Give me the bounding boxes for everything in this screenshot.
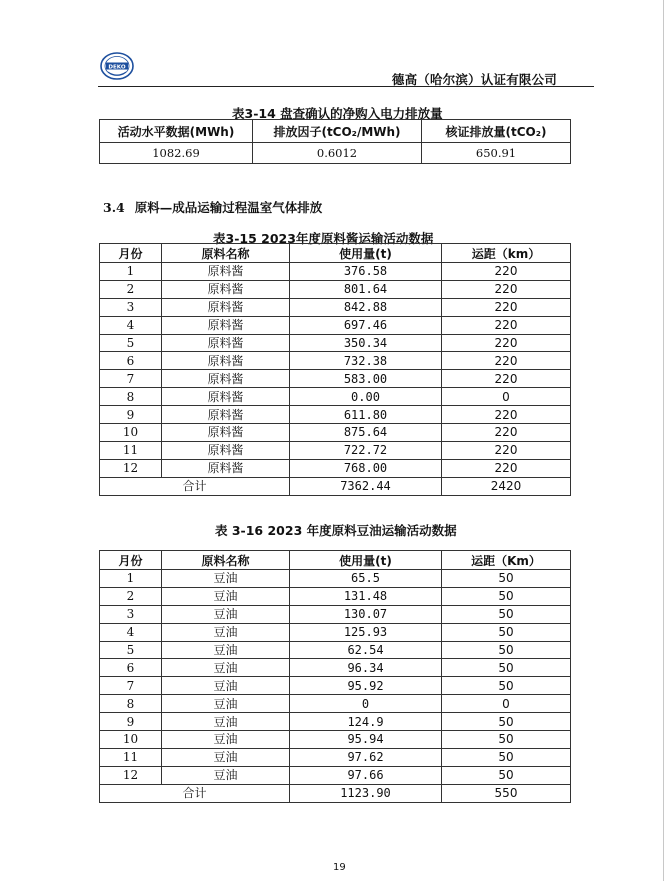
table-cell: 原料酱	[162, 334, 290, 352]
table-cell: 50	[442, 713, 571, 731]
table-row	[100, 298, 571, 316]
table-cell: 12	[100, 459, 162, 477]
table-row	[100, 441, 571, 459]
table-cell: 3	[100, 605, 162, 623]
table-cell: 5	[100, 334, 162, 352]
table-cell: 220	[442, 280, 571, 298]
table-cell: 583.00	[290, 370, 442, 388]
page-number: 19	[333, 862, 346, 873]
table-header-cell: 运距（Km）	[442, 551, 571, 570]
table-cell: 原料酱	[162, 424, 290, 442]
table-cell: 豆油	[162, 713, 290, 731]
table-cell: 220	[442, 352, 571, 370]
svg-text:DEKO: DEKO	[108, 64, 126, 71]
table-cell: 原料酱	[162, 459, 290, 477]
table-row	[100, 263, 571, 281]
table-cell: 62.54	[290, 641, 442, 659]
table-cell: 611.80	[290, 406, 442, 424]
table-cell: 220	[442, 263, 571, 281]
table-header-cell: 月份	[100, 551, 162, 570]
table-cell: 50	[442, 659, 571, 677]
table-cell: 50	[442, 677, 571, 695]
table-cell: 0	[290, 695, 442, 713]
table-cell: 原料酱	[162, 280, 290, 298]
table-cell: 350.34	[290, 334, 442, 352]
total-distance: 550	[442, 784, 571, 802]
table-cell: 875.64	[290, 424, 442, 442]
table-cell: 原料酱	[162, 316, 290, 334]
table-header-cell: 运距（km）	[442, 244, 571, 263]
table-cell: 50	[442, 731, 571, 749]
table-cell: 9	[100, 406, 162, 424]
table-row	[100, 334, 571, 352]
table-cell: 4	[100, 316, 162, 334]
table-cell: 650.91	[422, 143, 571, 164]
table-cell: 豆油	[162, 695, 290, 713]
table-cell: 722.72	[290, 441, 442, 459]
table-row	[100, 641, 571, 659]
table-cell: 95.94	[290, 731, 442, 749]
table-cell: 原料酱	[162, 352, 290, 370]
table-cell: 732.38	[290, 352, 442, 370]
total-label: 合计	[100, 477, 290, 495]
table-row	[100, 731, 571, 749]
table-cell: 50	[442, 570, 571, 588]
company-name: 德高（哈尔滨）认证有限公司	[391, 72, 557, 87]
section-title: 原料—成品运输过程温室气体排放	[134, 200, 323, 215]
table-cell: 220	[442, 406, 571, 424]
table-cell: 697.46	[290, 316, 442, 334]
table-cell: 50	[442, 748, 571, 766]
table-cell: 801.64	[290, 280, 442, 298]
table-cell: 豆油	[162, 587, 290, 605]
table-3-15	[99, 243, 571, 496]
table-header-cell: 核证排放量(tCO₂)	[422, 120, 571, 143]
table-row	[100, 570, 571, 588]
table-row	[100, 316, 571, 334]
table-cell: 125.93	[290, 623, 442, 641]
table-row	[100, 424, 571, 442]
table-cell: 130.07	[290, 605, 442, 623]
table-cell: 6	[100, 659, 162, 677]
table-cell: 220	[442, 298, 571, 316]
table-cell: 96.34	[290, 659, 442, 677]
table-cell: 0.00	[290, 388, 442, 406]
table-row	[100, 695, 571, 713]
table-cell: 1082.69	[100, 143, 253, 164]
table-cell: 50	[442, 623, 571, 641]
table-cell: 0.6012	[253, 143, 422, 164]
header-divider	[98, 86, 594, 87]
table-cell: 95.92	[290, 677, 442, 695]
table-total-row	[100, 784, 571, 802]
table-row	[100, 659, 571, 677]
table-row	[100, 459, 571, 477]
table-header-cell: 月份	[100, 244, 162, 263]
table-total-row	[100, 477, 571, 495]
table-cell: 豆油	[162, 570, 290, 588]
table-cell: 65.5	[290, 570, 442, 588]
table-3-16-caption: 表 3-16 2023 年度原料豆油运输活动数据	[215, 523, 457, 538]
table-row	[100, 766, 571, 784]
table-cell: 原料酱	[162, 298, 290, 316]
table-row	[100, 388, 571, 406]
total-distance: 2420	[442, 477, 571, 495]
table-cell: 220	[442, 316, 571, 334]
table-cell: 220	[442, 424, 571, 442]
table-row	[100, 143, 571, 164]
table-cell: 原料酱	[162, 388, 290, 406]
table-cell: 1	[100, 263, 162, 281]
table-header-cell: 使用量(t)	[290, 244, 442, 263]
table-cell: 豆油	[162, 677, 290, 695]
table-cell: 3	[100, 298, 162, 316]
section-heading	[103, 198, 322, 216]
table-cell: 豆油	[162, 766, 290, 784]
table-cell: 50	[442, 641, 571, 659]
table-cell: 220	[442, 370, 571, 388]
table-cell: 8	[100, 388, 162, 406]
table-cell: 124.9	[290, 713, 442, 731]
table-cell: 220	[442, 334, 571, 352]
table-cell: 842.88	[290, 298, 442, 316]
table-header-cell: 原料名称	[162, 551, 290, 570]
total-quantity: 7362.44	[290, 477, 442, 495]
table-cell: 原料酱	[162, 263, 290, 281]
table-row	[100, 406, 571, 424]
table-cell: 8	[100, 695, 162, 713]
table-cell: 2	[100, 280, 162, 298]
table-cell: 220	[442, 441, 571, 459]
table-cell: 豆油	[162, 605, 290, 623]
table-cell: 豆油	[162, 748, 290, 766]
table-cell: 50	[442, 587, 571, 605]
table-cell: 7	[100, 370, 162, 388]
table-header-cell: 使用量(t)	[290, 551, 442, 570]
section-number: 3.4	[103, 200, 125, 215]
table-cell: 9	[100, 713, 162, 731]
table-cell: 10	[100, 424, 162, 442]
table-3-14-caption: 表3-14 盘查确认的净购入电力排放量	[232, 106, 443, 121]
table-row	[100, 623, 571, 641]
table-cell: 97.66	[290, 766, 442, 784]
table-cell: 豆油	[162, 659, 290, 677]
table-cell: 豆油	[162, 641, 290, 659]
table-cell: 11	[100, 441, 162, 459]
table-cell: 原料酱	[162, 370, 290, 388]
table-cell: 768.00	[290, 459, 442, 477]
table-cell: 12	[100, 766, 162, 784]
total-quantity: 1123.90	[290, 784, 442, 802]
table-cell: 豆油	[162, 731, 290, 749]
table-cell: 220	[442, 459, 571, 477]
total-label: 合计	[100, 784, 290, 802]
table-3-16	[99, 550, 571, 803]
table-cell: 50	[442, 605, 571, 623]
table-row	[100, 748, 571, 766]
table-cell: 2	[100, 587, 162, 605]
table-row	[100, 280, 571, 298]
table-header-cell: 排放因子(tCO₂/MWh)	[253, 120, 422, 143]
table-cell: 376.58	[290, 263, 442, 281]
table-row	[100, 587, 571, 605]
table-cell: 11	[100, 748, 162, 766]
table-cell: 6	[100, 352, 162, 370]
table-3-14	[99, 119, 571, 164]
table-cell: 50	[442, 766, 571, 784]
table-row	[100, 677, 571, 695]
table-cell: 原料酱	[162, 406, 290, 424]
table-cell: 10	[100, 731, 162, 749]
table-3-15-caption: 表3-15 2023年度原料酱运输活动数据	[213, 231, 434, 246]
table-cell: 原料酱	[162, 441, 290, 459]
table-cell: 131.48	[290, 587, 442, 605]
table-cell: 5	[100, 641, 162, 659]
table-cell: 4	[100, 623, 162, 641]
table-header-cell: 活动水平数据(MWh)	[100, 120, 253, 143]
table-cell: 7	[100, 677, 162, 695]
table-cell: 1	[100, 570, 162, 588]
table-cell: 97.62	[290, 748, 442, 766]
company-logo	[100, 52, 134, 80]
table-cell: 豆油	[162, 623, 290, 641]
table-header-cell: 原料名称	[162, 244, 290, 263]
table-row	[100, 605, 571, 623]
table-cell: 0	[442, 388, 571, 406]
table-cell: 0	[442, 695, 571, 713]
table-row	[100, 352, 571, 370]
table-row	[100, 713, 571, 731]
table-row	[100, 370, 571, 388]
